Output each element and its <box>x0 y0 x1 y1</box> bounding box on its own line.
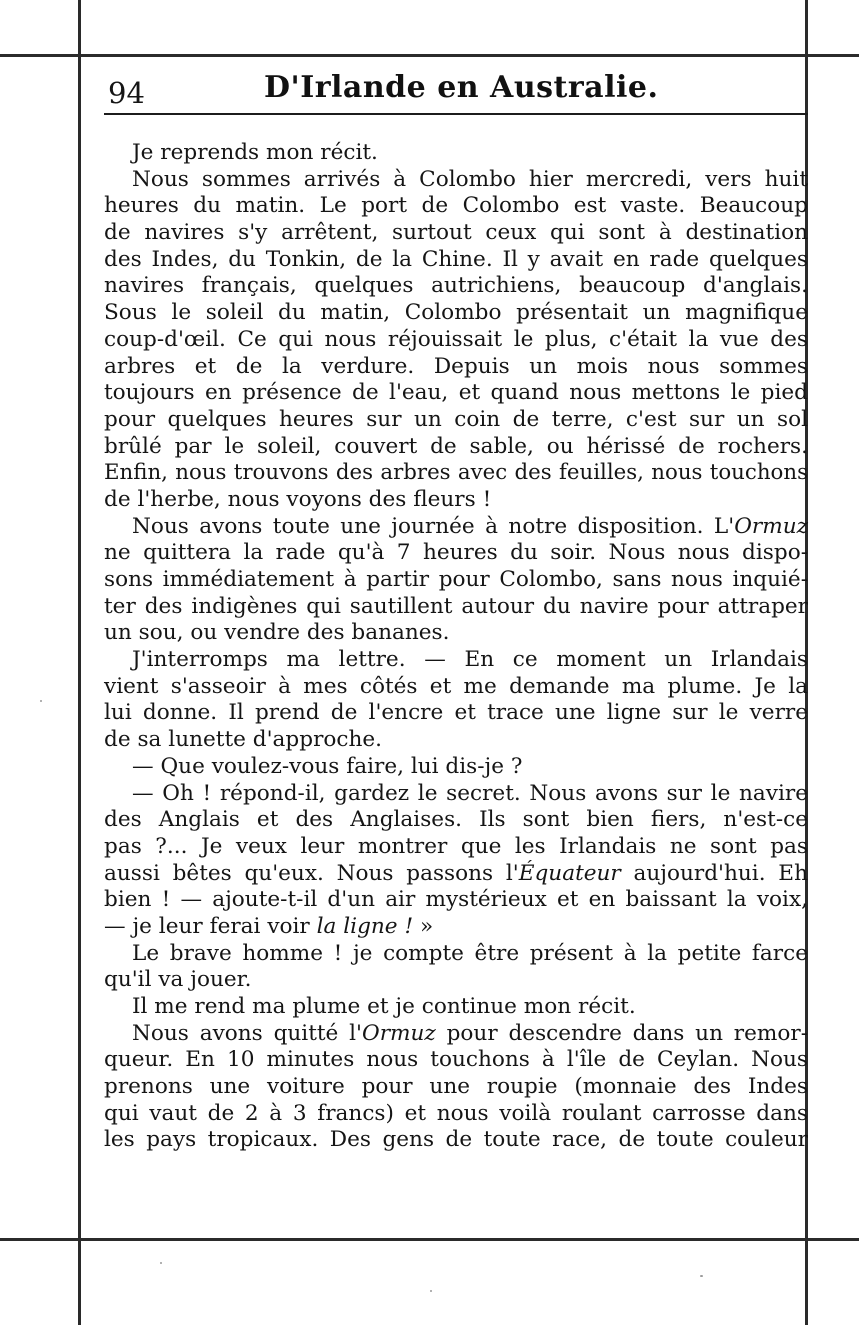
text-line <box>104 407 808 434</box>
text-line <box>104 1074 808 1101</box>
italic-text: Ormuz <box>362 1020 436 1046</box>
text-line <box>104 540 808 567</box>
text-line <box>104 354 808 381</box>
text-segment: lui donne. Il prend de l'encre et trace une ligne sur le verre <box>104 700 808 726</box>
text-line <box>104 140 808 167</box>
text-segment: Je reprends mon récit. <box>132 140 378 165</box>
text-line <box>104 861 808 888</box>
text-line <box>104 567 808 594</box>
italic-text: la ligne ! <box>316 913 414 939</box>
text-segment: pour descendre dans un remor- <box>435 1020 808 1046</box>
text-segment: Le brave homme ! je compte être présent à la petite farce <box>132 940 808 966</box>
text-line <box>104 327 808 354</box>
text-segment: ter des indigènes qui sautillent autour du navire pour attraper <box>104 593 808 619</box>
text-segment: de navires s'y arrêtent, surtout ceux qui sont à destination <box>104 220 808 246</box>
text-line <box>104 967 808 994</box>
text-line <box>104 1101 808 1128</box>
scan-speck <box>160 1262 162 1264</box>
text-line <box>104 914 808 941</box>
text-segment: Nous avons toute une journée à notre disposition. L' <box>132 513 735 539</box>
text-line <box>104 807 808 834</box>
text-segment: sons immédiatement à partir pour Colombo, sans nous inquié- <box>104 567 808 592</box>
text-line <box>104 700 808 727</box>
text-segment: aussi bêtes qu'eux. Nous passons l' <box>104 860 519 886</box>
bottom-frame-line <box>0 1238 859 1241</box>
text-line <box>104 167 808 194</box>
text-line <box>104 1021 808 1048</box>
text-segment: queur. En 10 minutes nous touchons à l'île de Ceylan. Nous <box>104 1047 808 1073</box>
text-line <box>104 754 808 781</box>
text-segment: — Que voulez-vous faire, lui dis-je ? <box>132 753 523 779</box>
text-line <box>104 994 808 1021</box>
text-line <box>104 380 808 407</box>
text-segment: coup-d'œil. Ce qui nous réjouissait le plus, c'était la vue des <box>104 326 808 352</box>
text-segment: prenons une voiture pour une roupie (monnaie des Indes <box>104 1074 808 1100</box>
text-segment: des Anglais et des Anglaises. Ils sont bien fiers, n'est-ce <box>104 807 808 833</box>
text-line <box>104 781 808 808</box>
text-line <box>104 300 808 327</box>
page-header <box>104 68 808 114</box>
text-segment: qu'il va jouer. <box>104 967 252 993</box>
text-segment: Nous sommes arrivés à Colombo hier mercredi, vers huit <box>132 166 808 192</box>
text-segment: toujours en présence de l'eau, et quand nous mettons le pied <box>104 380 808 406</box>
text-segment: Il me rend ma plume et je continue mon récit. <box>132 994 636 1019</box>
text-segment: — je leur ferai voir <box>104 913 317 939</box>
text-line <box>104 247 808 274</box>
text-line <box>104 941 808 968</box>
text-segment: » <box>413 913 434 939</box>
text-segment: de sa lunette d'approche. <box>104 727 383 753</box>
italic-text: Équateur <box>518 860 621 886</box>
text-line <box>104 273 808 300</box>
text-segment: brûlé par le soleil, couvert de sable, ou hérissé de rochers. <box>104 433 808 459</box>
text-segment: des Indes, du Tonkin, de la Chine. Il y avait en rade quelques <box>104 246 808 272</box>
text-segment: heures du matin. Le port de Colombo est vaste. Beaucoup <box>104 193 808 219</box>
text-line <box>104 594 808 621</box>
text-segment: bien ! — ajoute-t-il d'un air mystérieux et en baissant la voix, <box>104 887 808 913</box>
header-rule <box>104 113 808 115</box>
text-line <box>104 460 808 487</box>
text-segment: Nous avons quitté l' <box>132 1020 362 1046</box>
text-segment: vient s'asseoir à mes côtés et me demande ma plume. Je la <box>104 673 808 699</box>
text-line <box>104 620 808 647</box>
body-text <box>104 140 808 1154</box>
text-segment: J'interromps ma lettre. — En ce moment un Irlandais <box>132 647 808 673</box>
top-frame-line <box>0 54 859 57</box>
text-segment: qui vaut de 2 à 3 francs) et nous voilà roulant carrosse dans <box>104 1100 808 1126</box>
scan-speck <box>40 700 42 702</box>
text-line <box>104 220 808 247</box>
text-line <box>104 1127 808 1154</box>
text-line <box>104 487 808 514</box>
left-frame-line <box>78 0 81 1325</box>
scan-speck <box>430 1290 432 1292</box>
text-line <box>104 434 808 461</box>
text-segment: ne quittera la rade qu'à 7 heures du soir. Nous nous dispo- <box>104 540 808 566</box>
text-line <box>104 193 808 220</box>
text-segment: Sous le soleil du matin, Colombo présentait un magnifique <box>104 300 808 326</box>
text-segment: un sou, ou vendre des bananes. <box>104 620 450 646</box>
text-line <box>104 1047 808 1074</box>
italic-text: Ormuz <box>734 513 808 539</box>
text-segment: pas ?... Je veux leur montrer que les Irlandais ne sont pas <box>104 833 808 859</box>
text-line <box>104 647 808 674</box>
running-title: D'Irlande en Australie. <box>264 70 659 105</box>
text-segment: — Oh ! répond-il, gardez le secret. Nous avons sur le navire <box>132 780 808 806</box>
text-segment: de l'herbe, nous voyons des fleurs ! <box>104 486 492 512</box>
text-segment: Enfin, nous trouvons des arbres avec des feuilles, nous touchons <box>104 460 808 486</box>
page-number: 94 <box>108 76 145 110</box>
text-line <box>104 887 808 914</box>
text-segment: arbres et de la verdure. Depuis un mois nous sommes <box>104 353 808 379</box>
text-segment: pour quelques heures sur un coin de terre, c'est sur un sol <box>104 406 808 432</box>
text-line <box>104 834 808 861</box>
text-segment: aujourd'hui. Eh <box>620 860 808 886</box>
text-segment: navires français, quelques autrichiens, beaucoup d'anglais. <box>104 273 808 299</box>
text-line <box>104 514 808 541</box>
text-segment: les pays tropicaux. Des gens de toute race, de toute couleur <box>104 1127 808 1153</box>
text-line <box>104 727 808 754</box>
text-line <box>104 674 808 701</box>
scan-speck <box>700 1275 703 1277</box>
